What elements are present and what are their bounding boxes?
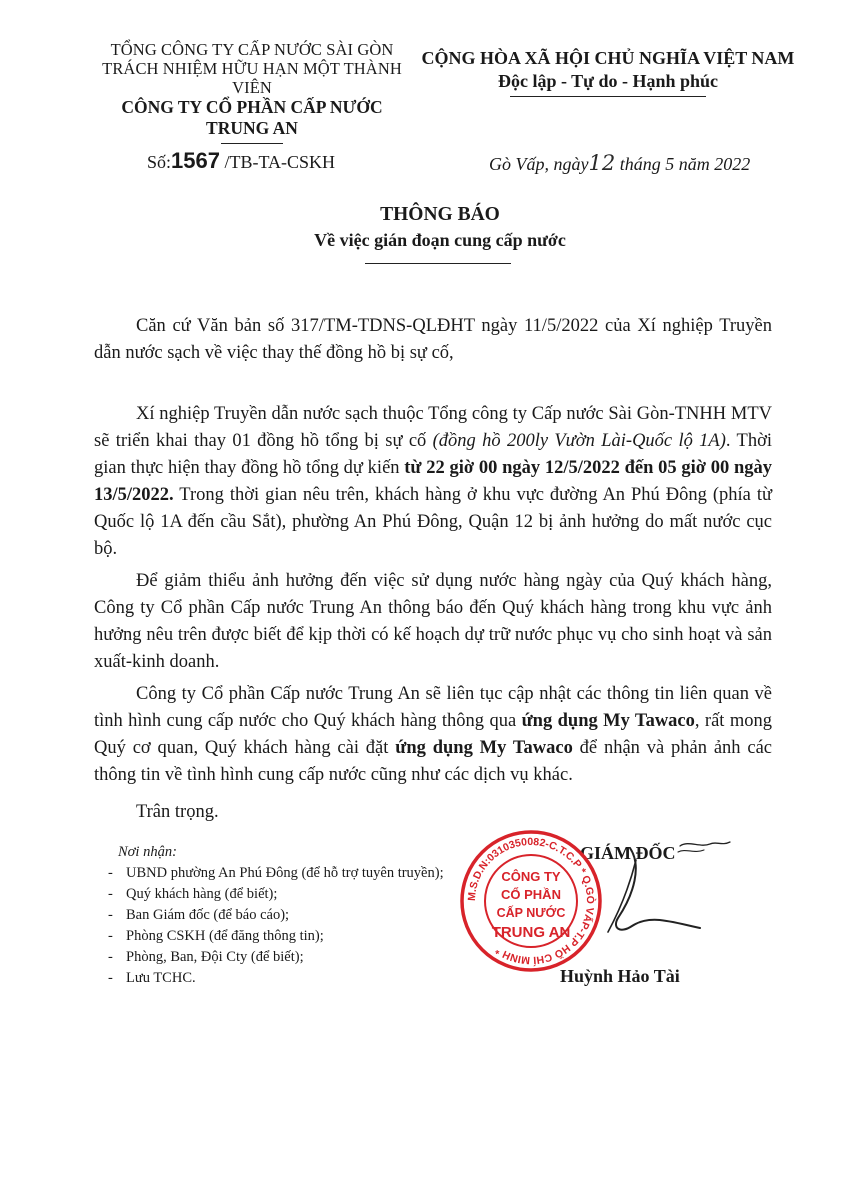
date-day: 12	[588, 151, 616, 175]
seal-line-1: CÔNG TY	[501, 869, 561, 884]
number-prefix: Số:	[147, 152, 172, 172]
recipients-heading: Nơi nhận:	[118, 844, 177, 860]
company-name-line2: TRUNG AN	[206, 118, 298, 138]
issuer-underline	[221, 143, 283, 144]
nation-name: CỘNG HÒA XÃ HỘI CHỦ NGHĨA VIỆT NAM	[421, 48, 795, 68]
meter-location: (đồng hồ 200ly Vườn Lài-Quốc lộ 1A)	[432, 431, 726, 451]
recipient-item: - Ban Giám đốc (để báo cáo);	[108, 907, 290, 923]
national-header	[418, 47, 798, 97]
app-name: ứng dụng My Tawaco	[395, 738, 573, 758]
document-title: THÔNG BÁO	[380, 204, 500, 225]
paragraph-advice: Để giảm thiểu ảnh hưởng đến việc sử dụng nước hàng ngày của Quý khách hàng, Công ty Cổ phần Cấp nước Trung An thông báo đến Quý khách hàng trong khu vực ảnh hưởng nêu trên được biết để kịp thời có kế hoạch dự trữ nước phục vụ cho sinh hoạt và sản xuất-kinh doanh.	[94, 571, 772, 672]
signer-title: GIÁM ĐỐC	[580, 843, 676, 863]
paragraph-schedule: Xí nghiệp Truyền dẫn nước sạch thuộc Tổng công ty Cấp nước Sài Gòn-TNHH MTV sẽ triển khai thay 01 đồng hồ tổng bị sự cố (đồng hồ 200ly Vườn Lài-Quốc lộ 1A). Thời gian thực hiện thay đồng hồ tổng dự kiến từ 22 giờ 00 ngày 12/5/2022 đến 05 giờ 00 ngày 13/5/2022. Trong thời gian nêu trên, khách hàng ở khu vực đường An Phú Đông (phía từ Quốc lộ 1A đến cầu Sắt), phường An Phú Đông, Quận 12 bị ảnh hưởng do mất nước cục bộ.	[94, 404, 773, 559]
outage-time: từ 22 giờ 00 ngày 12/5/2022 đến 05 giờ 00 ngày 13/5/2022.	[94, 458, 772, 505]
closing-salutation: Trân trọng.	[136, 802, 219, 822]
parent-organization: TỔNG CÔNG TY CẤP NƯỚC SÀI GÒN	[110, 40, 394, 59]
title-underline	[365, 263, 511, 264]
date-line	[489, 151, 750, 175]
signer-name: Huỳnh Hảo Tài	[560, 966, 680, 986]
national-motto: Độc lập - Tự do - Hạnh phúc	[497, 71, 719, 91]
date-prefix: Gò Vấp, ngày	[489, 154, 589, 174]
issuer-block	[92, 40, 412, 144]
recipient-item: - Quý khách hàng (để biết);	[108, 886, 278, 902]
seal-line-3: CẤP NƯỚC	[496, 906, 566, 920]
recipient-item: - Phòng CSKH (để đăng thông tin);	[108, 928, 324, 944]
date-suffix: tháng 5 năm 2022	[615, 154, 751, 174]
seal-line-4: TRUNG AN	[491, 924, 571, 941]
paragraph-app: Công ty Cổ phần Cấp nước Trung An sẽ liên tục cập nhật các thông tin liên quan về tình hình cung cấp nước cho Quý khách hàng thông qua ứng dụng My Tawaco, rất mong Quý cơ quan, Quý khách hàng cài đặt ứng dụng My Tawaco để nhận và phản ảnh các thông tin về tình hình cung cấp nước cũng như các dịch vụ khác.	[94, 684, 772, 785]
app-name: ứng dụng My Tawaco	[521, 711, 695, 731]
number-value: 1567	[171, 148, 220, 173]
document-number	[147, 148, 335, 174]
handwritten-signature	[560, 836, 740, 956]
organization-type: TRÁCH NHIỆM HỮU HẠN MỘT THÀNH VIÊN	[102, 59, 402, 97]
seal-ring-text: M.S.D.N:0310350082-C.T.C.P * Q.GÒ VẤP-T.P HỒ CHÍ MINH *	[465, 835, 597, 967]
recipients-block	[108, 842, 444, 989]
document-subtitle: Về việc gián đoạn cung cấp nước	[314, 230, 566, 250]
recipient-item: - UBND phường An Phú Đông (để hỗ trợ tuyên truyền);	[108, 865, 444, 881]
motto-underline	[510, 96, 706, 97]
paragraph-basis: Căn cứ Văn bản số 317/TM-TDNS-QLĐHT ngày 11/5/2022 của Xí nghiệp Truyền dẫn nước sạch về việc thay thế đồng hồ bị sự cố,	[94, 316, 772, 363]
recipient-item: - Phòng, Ban, Đội Cty (để biết);	[108, 949, 304, 965]
recipient-item: - Lưu TCHC.	[108, 970, 196, 986]
number-suffix: /TB-TA-CSKH	[219, 152, 336, 172]
company-name-line1: CÔNG TY CỔ PHẦN CẤP NƯỚC	[121, 97, 383, 117]
seal-line-2: CỔ PHẦN	[501, 887, 561, 902]
